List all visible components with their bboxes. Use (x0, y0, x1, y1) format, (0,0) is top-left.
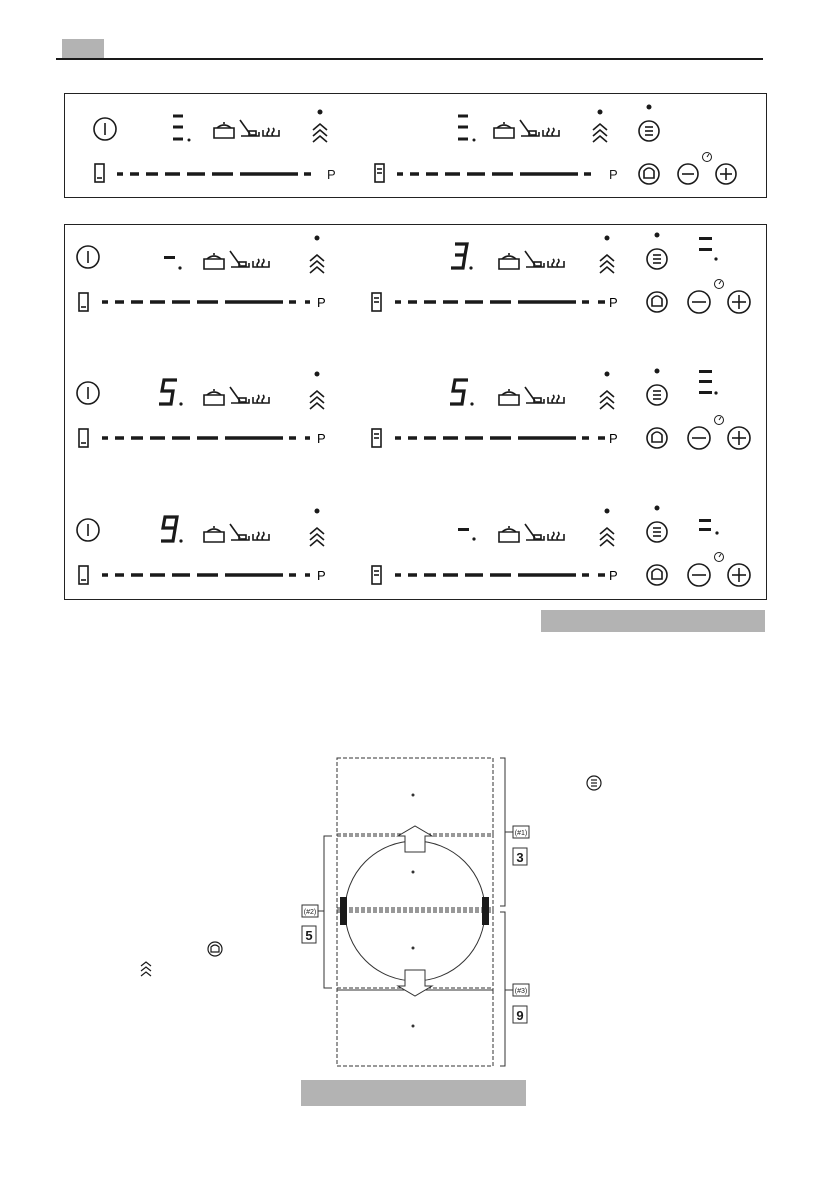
slider-letter: P (317, 295, 326, 310)
zone-right-display (458, 116, 476, 142)
zone-right-indicator-icon (375, 164, 384, 182)
pan-icon (520, 120, 539, 136)
steam-icon (543, 128, 559, 136)
digit-3: 9 (516, 1008, 524, 1023)
power-icon[interactable] (94, 118, 116, 140)
arrow-up-icon (398, 826, 432, 852)
figure-caption-bar-main (541, 610, 765, 632)
zone-right-display (451, 244, 473, 270)
chef-icon[interactable] (639, 164, 659, 184)
zone-right-display (450, 380, 474, 406)
timer-display (699, 370, 718, 395)
zone-diagram-svg (100, 750, 760, 1080)
page-number-tab (62, 39, 104, 59)
pot-icon (494, 122, 514, 138)
control-panel-top (64, 93, 767, 198)
menu-icon[interactable] (639, 121, 659, 141)
boost-icon[interactable] (593, 124, 607, 142)
zone-box-4 (337, 990, 493, 1066)
slider-left-letter: P (327, 167, 336, 182)
figure-caption-bar-diagram (301, 1080, 526, 1106)
zone-box-1 (337, 758, 493, 834)
control-panel-main-svg (65, 225, 766, 599)
panel-row-3 (77, 506, 750, 587)
chef-icon (208, 942, 222, 956)
control-panel-main (64, 224, 767, 600)
boost-icon (141, 962, 151, 976)
slider-letter: P (609, 568, 618, 583)
zone-left-display (173, 116, 191, 142)
slider-letter: P (317, 568, 326, 583)
pan-icon (240, 120, 259, 136)
tag-2: (#2) (303, 909, 317, 916)
panel-row-1 (77, 233, 750, 314)
zone-right-display (458, 528, 476, 541)
minus-icon[interactable] (678, 164, 698, 184)
zone-mark-left (340, 897, 347, 925)
pan-circle (345, 841, 485, 981)
tag-1: (#1) (514, 830, 528, 837)
panel-row-2 (77, 369, 750, 450)
zone-left-indicator-icon (95, 164, 104, 182)
slider-letter: P (609, 295, 618, 310)
menu-icon (587, 776, 601, 790)
timer-icon (703, 153, 712, 162)
timer-display (699, 237, 718, 261)
zone-left-display (159, 380, 183, 406)
slider-letter: P (609, 431, 618, 446)
timer-display (699, 519, 719, 535)
digit-1: 3 (516, 850, 524, 865)
zone-mark-right (482, 897, 489, 925)
tag-3: (#3) (514, 988, 528, 995)
zone-left-display (164, 256, 182, 270)
steam-icon (263, 128, 279, 136)
digit-2: 5 (305, 928, 313, 943)
header-rule (56, 58, 763, 60)
control-panel-top-svg (65, 94, 766, 197)
slider-letter: P (317, 431, 326, 446)
boost-icon[interactable] (313, 124, 327, 142)
arrow-down-icon (398, 970, 432, 996)
plus-icon[interactable] (716, 164, 736, 184)
zone-diagram (100, 750, 760, 1080)
slider-right-letter: P (609, 167, 618, 182)
zone-left-display (161, 517, 183, 543)
pot-icon (214, 122, 234, 138)
